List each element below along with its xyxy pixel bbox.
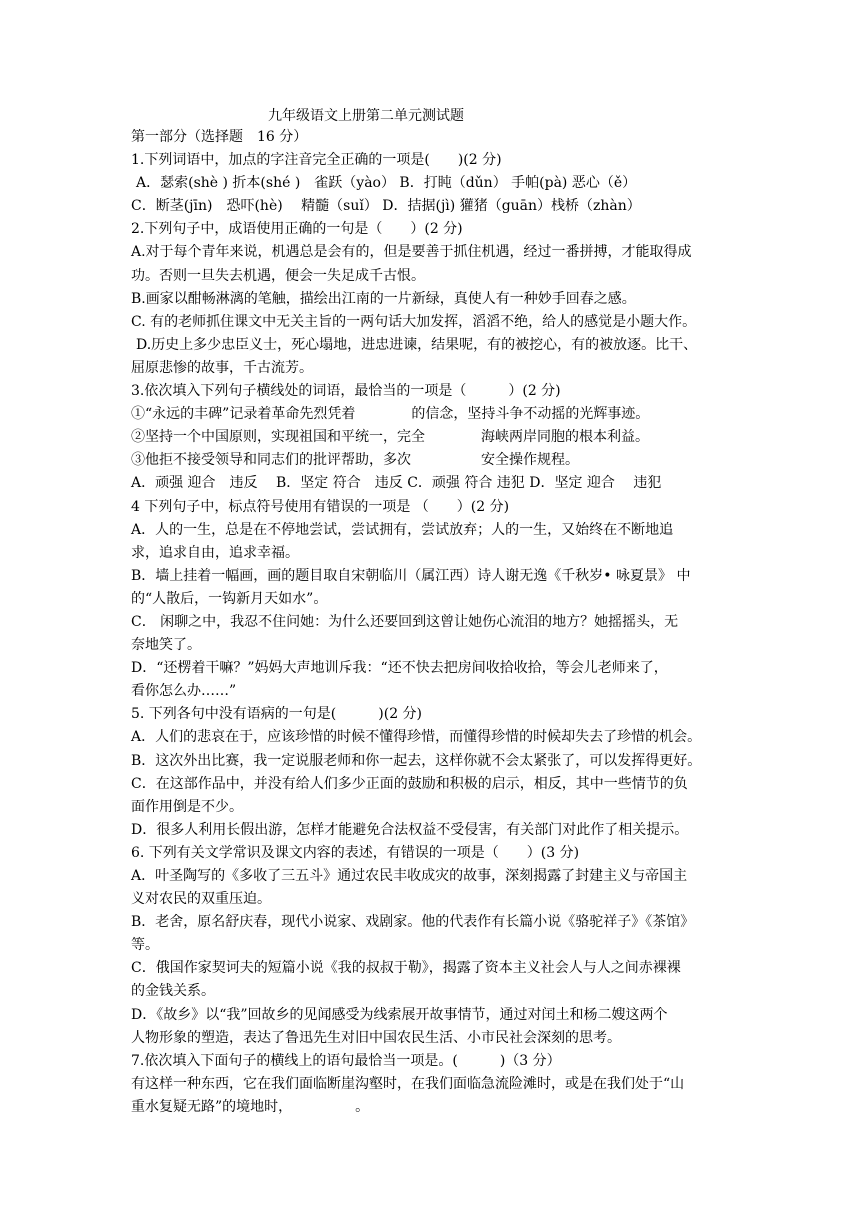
question-4-stem: 4 下列句子中，标点符号使用有错误的一项是 （ ）(2 分): [131, 498, 510, 515]
question-6-option-a: A．叶圣陶写的《多收了三五斗》通过农民丰收成灾的故事，深刻揭露了封建主义与帝国主: [131, 868, 688, 884]
question-1-stem: 1.下列词语中，加点的字注音完全正确的一项是( )(2 分): [131, 152, 502, 169]
question-5-option-b: B．这次外出比赛，我一定说服老师和你一起去，这样你就不会太紧张了，可以发挥得更好。: [131, 752, 702, 769]
document-title: 九年级语文上册第二单元测试题: [268, 108, 464, 124]
question-4-option-c: C． 闲聊之中，我忍不住问她：为什么还要回到这曾让她伤心流泪的地方？她摇摇头，无: [131, 613, 679, 630]
question-3-sentence-3: ③他拒不接受领导和同志们的批评帮助，多次 安全操作规程。: [131, 452, 579, 469]
question-6-option-b-cont: 等。: [131, 937, 159, 954]
question-5-option-c-cont: 面作用倒是不少。: [131, 798, 243, 815]
question-2-option-a: A.对于每个青年来说，机遇总是会有的，但是要善于抓住机遇，经过一番拼搏，才能取得成: [131, 244, 692, 261]
document-body: [131, 126, 731, 1119]
question-6-option-b: B．老舍，原名舒庆春，现代小说家、戏剧家。他的代表作有长篇小说《骆驼祥子》《茶馆》: [131, 914, 695, 931]
question-7-passage-cont: 重水复疑无路”的境地时， 。: [131, 1098, 370, 1115]
question-2-option-d-cont: 屈原悲惨的故事，千古流芳。: [131, 359, 313, 376]
question-6-stem: 6. 下列有关文学常识及课文内容的表述，有错误的一项是（ ）(3 分): [131, 844, 580, 861]
question-4-option-d-cont: 看你怎么办……”: [131, 683, 237, 700]
question-3-sentence-2: ②坚持一个中国原则，实现祖国和平统一，完全 海峡两岸同胞的根本利益。: [131, 429, 649, 446]
question-5-stem: 5. 下列各句中没有语病的一句是( )(2 分): [131, 706, 423, 723]
question-6-option-c-cont: 的金钱关系。: [131, 983, 215, 1000]
question-4-option-c-cont: 奈地笑了。: [131, 637, 201, 654]
question-4-option-d: D．“还楞着干嘛？”妈妈大声地训斥我：“还不快去把房间收拾收拾，等会儿老师来了，: [131, 660, 668, 677]
section-heading: 第一部分（选择题 16 分）: [131, 129, 308, 145]
question-3-sentence-1: ①“永远的丰碑”记录着革命先烈凭着 的信念，坚持斗争不动摇的光辉事迹。: [131, 406, 650, 423]
question-1-options-cd: C．断茎(jīn) 恐吓(hè) 精髓（suǐ） D．拮据(jì) 獾猪（guān）栈桥（zhàn）: [131, 198, 641, 215]
question-4-option-b-cont: 的“人散后，一钩新月天如水”。: [131, 590, 328, 607]
question-4-option-a: A．人的一生，总是在不停地尝试，尝试拥有，尝试放弃；人的一生，又始终在不断地追: [131, 521, 674, 538]
question-6-option-a-cont: 义对农民的双重压迫。: [131, 891, 271, 908]
question-2-option-c: C. 有的老师抓住课文中无关主旨的一两句话大加发挥，滔滔不绝，给人的感觉是小题大作。: [131, 313, 697, 330]
question-2-option-a-cont: 功。否则一旦失去机遇，便会一失足成千古恨。: [131, 267, 425, 284]
question-6-option-c: C．俄国作家契诃夫的短篇小说《我的叔叔于勒》，揭露了资本主义社会人与人之间赤裸裸: [131, 960, 681, 977]
question-1-options-ab: A．瑟索(shè ) 折本(shé ) 雀跃（yào） B．打盹（dǔn） 手帕(pà) 恶心（ě）: [136, 175, 637, 192]
question-4-option-b: B．墙上挂着一幅画，画的题目取自宋朝临川（属江西）诗人谢无逸《千秋岁• 咏夏景》 中: [131, 567, 691, 584]
question-2-stem: 2.下列句子中，成语使用正确的一句是（ ）(2 分): [131, 221, 463, 238]
question-4-option-a-cont: 求，追求自由，追求幸福。: [131, 544, 299, 561]
question-3-stem: 3.依次填入下列句子横线处的词语，最恰当的一项是（ ）(2 分): [131, 383, 561, 400]
question-5-option-c: C．在这部作品中，并没有给人们多少正面的鼓励和积极的启示，相反，其中一些情节的负: [131, 775, 688, 792]
question-7-passage: 有这样一种东西，它在我们面临断崖沟壑时，在我们面临急流险滩时，或是在我们处于“山: [131, 1075, 685, 1092]
question-5-option-a: A．人们的悲哀在于，应该珍惜的时候不懂得珍惜，而懂得珍惜的时候却失去了珍惜的机会。: [131, 729, 702, 746]
question-5-option-d: D．很多人利用长假出游，怎样才能避免合法权益不受侵害，有关部门对此作了相关提示。: [131, 821, 689, 838]
question-7-stem: 7.依次填入下面句子的横线上的语句最恰当一项是。( )（3 分）: [131, 1052, 561, 1069]
question-2-option-b: B.画家以酣畅淋漓的笔触，描绘出江南的一片新绿，真使人有一种妙手回春之感。: [131, 290, 636, 307]
question-6-option-d: D．《故乡》以“我”回故乡的见闻感受为线索展开故事情节，通过对闰土和杨二嫂这两个: [131, 1006, 668, 1023]
question-6-option-d-cont: 人物形象的塑造，表达了鲁迅先生对旧中国农民生活、小市民社会深刻的思考。: [131, 1029, 621, 1046]
question-2-option-d: D.历史上多少忠臣义士，死心塌地，进忠进谏，结果呢，有的被挖心，有的被放逐。比干、: [136, 336, 698, 353]
question-3-options: A．顽强 迎合 违反 B．坚定 符合 违反 C．顽强 符合 违犯 D．坚定 迎合 违犯: [131, 475, 662, 492]
